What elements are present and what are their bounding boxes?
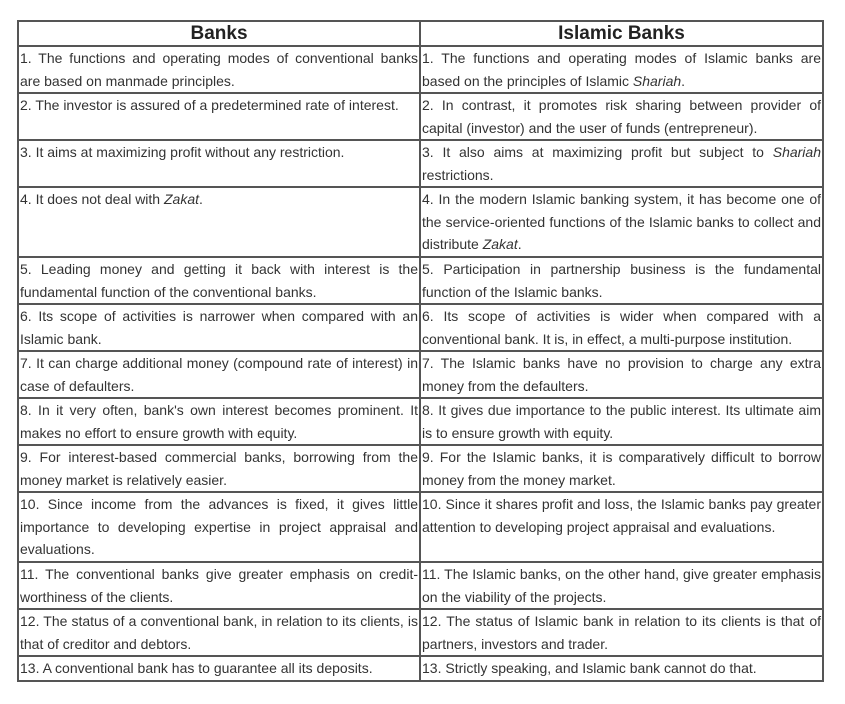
table-row [18,46,823,93]
islamic-term: Zakat [482,236,518,252]
banks-text: 7. It can charge additional money (compound rate of interest) in case of defaulters. [20,355,418,394]
table-row [18,656,823,681]
table-row [18,445,823,492]
islamic-cell [420,609,823,656]
islamic-cell [420,140,823,187]
table-row [18,140,823,187]
islamic-text: 9. For the Islamic banks, it is comparatively difficult to borrow money from the money market. [422,449,821,488]
islamic-cell [420,398,823,445]
islamic-cell [420,492,823,562]
islamic-cell [420,351,823,398]
banks-text: 4. It does not deal with [20,191,164,207]
table-body [18,46,823,681]
islamic-term: Shariah [632,72,682,89]
table-row [18,398,823,445]
islamic-text: restrictions. [422,166,494,183]
banks-text: 5. Leading money and getting it back with interest is the fundamental function of the conventional banks. [20,261,418,300]
islamic-term: Shariah [772,144,821,160]
islamic-text: 8. It gives due importance to the public interest. Its ultimate aim is to ensure growth with equity. [422,402,821,441]
islamic-cell [420,562,823,609]
table-row [18,562,823,609]
banks-cell [18,492,420,562]
islamic-text: 4. In the modern Islamic banking system, it has become one of the service-oriented functions of the Islamic banks to collect and distribute [422,191,821,252]
table-header-row [18,21,823,46]
table-row [18,609,823,656]
header-banks: Banks [18,21,420,46]
islamic-text: . [681,72,686,89]
table-row [18,304,823,351]
banks-cell [18,562,420,609]
islamic-cell [420,46,823,93]
islamic-text: 5. Participation in partnership business is the fundamental function of the Islamic banks. [422,261,821,300]
header-islamic-banks: Islamic Banks [420,21,823,46]
islamic-text: 12. The status of Islamic bank in relation to its clients is that of partners, investors and trader. [422,613,821,652]
banks-text: 9. For interest-based commercial banks, borrowing from the money market is relatively easier. [20,449,418,488]
islamic-cell [420,304,823,351]
banks-cell [18,445,420,492]
islamic-text: 11. The Islamic banks, on the other hand, give greater emphasis on the viability of the projects. [422,566,821,605]
banks-text: 2. The investor is assured of a predetermined rate of interest. [20,97,399,113]
table-row [18,492,823,562]
banks-cell [18,398,420,445]
banks-cell [18,140,420,187]
islamic-text: 6. Its scope of activities is wider when compared with a conventional bank. It is, in effect, a multi-purpose institution. [422,308,821,347]
banks-text: 11. The conventional banks give greater emphasis on credit-worthiness of the clients. [20,566,418,605]
islamic-text: 7. The Islamic banks have no provision to charge any extra money from the defaulters. [422,355,821,394]
table-row [18,257,823,304]
comparison-table-container [17,20,824,682]
banks-cell [18,304,420,351]
table-row [18,351,823,398]
banks-cell [18,93,420,140]
banks-text: 6. Its scope of activities is narrower when compared with an Islamic bank. [20,308,418,347]
islamic-text: 13. Strictly speaking, and Islamic bank cannot do that. [422,660,757,676]
banks-cell [18,351,420,398]
table-row [18,187,823,257]
islamic-cell [420,656,823,681]
islamic-cell [420,445,823,492]
banks-cell [18,187,420,257]
islamic-text: 3. It also aims at maximizing profit but subject to [422,144,773,160]
comparison-table [17,20,824,682]
islamic-text: . [517,236,522,252]
islamic-text: 1. The functions and operating modes of Islamic banks are based on the principles of Islamic [422,50,821,89]
banks-text: 8. In it very often, bank's own interest becomes prominent. It makes no effort to ensure growth with equity. [20,402,418,441]
islamic-cell [420,93,823,140]
banks-cell [18,257,420,304]
banks-text: . [199,191,203,207]
table-row [18,93,823,140]
banks-text: 10. Since income from the advances is fixed, it gives little importance to developing expertise in project appraisal and evaluations. [20,496,418,557]
banks-text: 13. A conventional bank has to guarantee all its deposits. [20,660,373,676]
banks-cell [18,656,420,681]
islamic-text: 10. Since it shares profit and loss, the Islamic banks pay greater attention to developing project appraisal and evaluations. [422,496,821,535]
banks-cell [18,46,420,93]
banks-text: 1. The functions and operating modes of conventional banks are based on manmade principles. [20,50,418,89]
banks-term: Zakat [163,191,199,207]
banks-text: 3. It aims at maximizing profit without any restriction. [20,144,345,160]
islamic-text: 2. In contrast, it promotes risk sharing between provider of capital (investor) and the user of funds (entrepreneur). [422,97,821,136]
islamic-cell [420,257,823,304]
islamic-cell [420,187,823,257]
banks-cell [18,609,420,656]
banks-text: 12. The status of a conventional bank, in relation to its clients, is that of creditor and debtors. [20,613,418,652]
